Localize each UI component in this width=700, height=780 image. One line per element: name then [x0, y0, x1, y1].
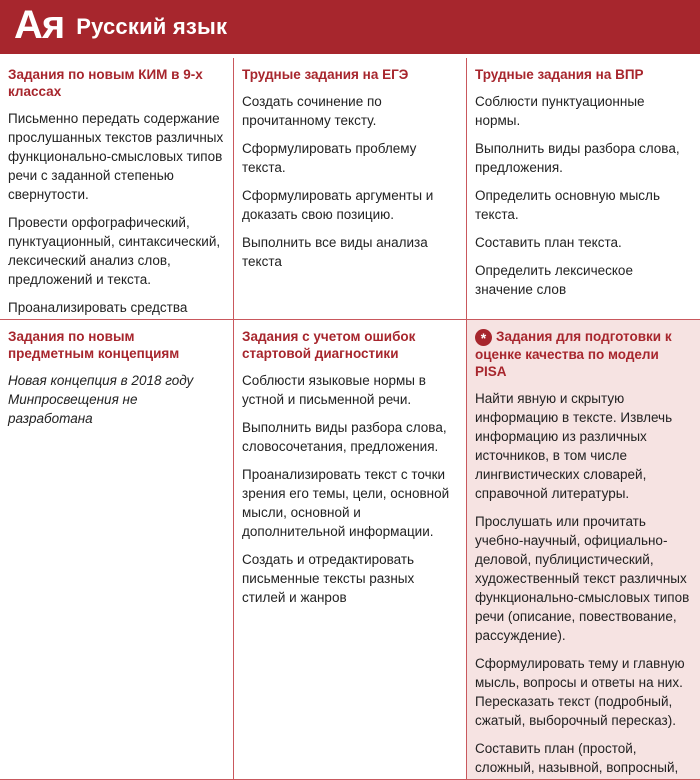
asterisk-icon: *	[475, 329, 492, 346]
list-item: Сформулировать тему и главную мысль, вопросы и ответы на них. Пересказать текст (подробный, сжатый, выборочный пересказ).	[475, 656, 685, 728]
list-item: Выполнить виды разбора слова, предложения.	[475, 141, 680, 175]
subject-logo: Ая	[14, 3, 65, 47]
list-item: Определить основную мысль текста.	[475, 188, 660, 222]
list-item: Прослушать или прочитать учебно-научный, официально-деловой, публицистический, художественный текст различных функционально-смысловых типов речи (описание, повествование, рассуждение).	[475, 514, 690, 643]
list-item: Новая концепция в 2018 году Минпросвещения не разработана	[8, 373, 194, 426]
cell-pisa	[467, 320, 700, 780]
cell-new-concepts	[0, 320, 234, 780]
list-item: Выполнить виды разбора слова, словосочетания, предложения.	[242, 420, 447, 454]
cell-kim-9	[0, 58, 234, 320]
cell-vpr	[467, 58, 700, 320]
list-item: Провести орфографический, пунктуационный, синтаксический, лексический анализ слов, предложений и текста.	[8, 215, 221, 287]
list-item: Определить лексическое значение слов	[475, 263, 633, 297]
list-item: Письменно передать содержание прослушанных текстов различных функционально-смысловых типов речи с заданной степенью свернутости.	[8, 111, 224, 202]
list-item: Проанализировать текст с точки зрения его темы, цели, основной мысли, основной и дополнительной информации.	[242, 467, 450, 539]
list-item: Сформулировать проблему текста.	[242, 141, 417, 175]
cell-diagnostics	[234, 320, 467, 780]
cell-title: Трудные задания на ВПР	[475, 67, 644, 82]
header-bar	[0, 0, 700, 56]
list-item: Составить план текста.	[475, 235, 622, 250]
tasks-table	[0, 58, 700, 780]
cell-title	[475, 328, 691, 380]
list-item: Создать и отредактировать письменные тексты разных стилей и жанров	[242, 552, 415, 605]
cell-title: Задания по новым КИМ в 9-х классах	[8, 67, 203, 99]
cell-title-text: Задания для подготовки к оценке качества по модели PISA	[475, 329, 672, 379]
list-item: Проанализировать средства	[8, 300, 188, 315]
cell-title: Задания по новым предметным концепциям	[8, 329, 180, 361]
page-title: Русский язык	[76, 14, 228, 39]
list-item: Составить план (простой, сложный, назывной, вопросный,	[475, 741, 679, 775]
list-item: Сформулировать аргументы и доказать свою позицию.	[242, 188, 434, 222]
list-item: Соблюсти языковые нормы в устной и письменной речи.	[242, 373, 426, 407]
list-item: Выполнить все виды анализа текста	[242, 235, 428, 269]
list-item: Соблюсти пунктуационные нормы.	[475, 94, 645, 128]
cell-title: Трудные задания на ЕГЭ	[242, 67, 409, 82]
list-item: Создать сочинение по прочитанному тексту.	[242, 94, 382, 128]
list-item: Найти явную и скрытую информацию в тексте. Извлечь информацию из различных источников, в том числе лингвистических словарей, справочной литературы.	[475, 391, 673, 501]
cell-title: Задания с учетом ошибок стартовой диагностики	[242, 329, 416, 361]
cell-ege	[234, 58, 467, 320]
